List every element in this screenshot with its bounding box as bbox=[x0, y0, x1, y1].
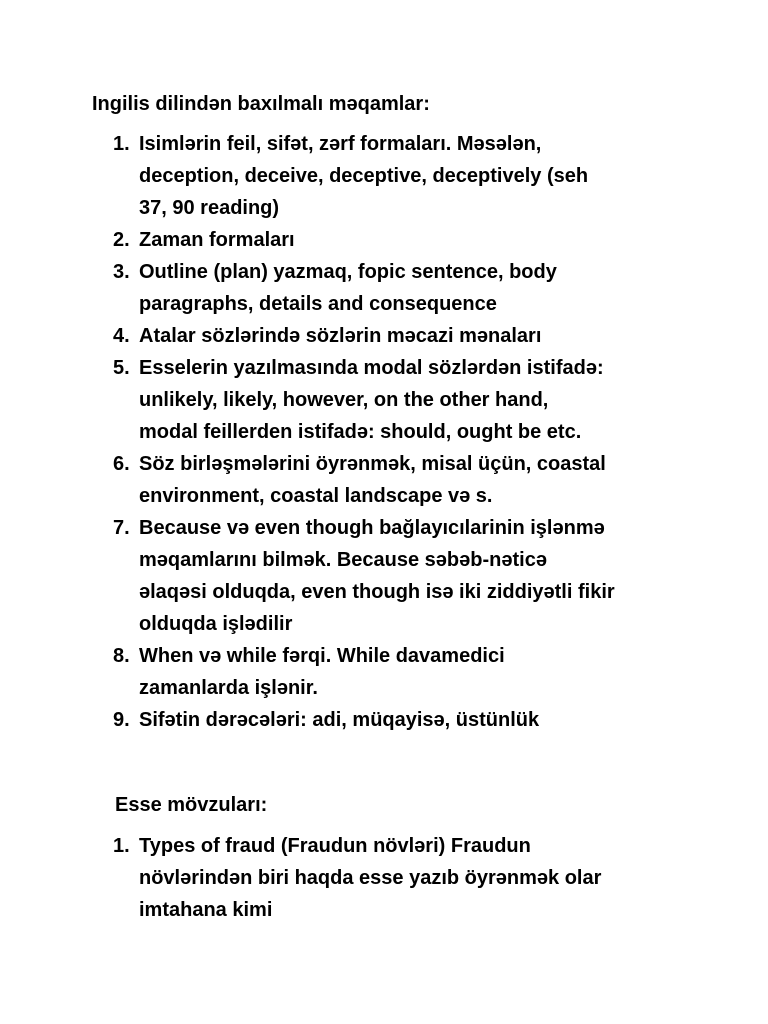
list-item bbox=[113, 512, 753, 640]
list-item bbox=[113, 224, 753, 256]
list-item bbox=[113, 704, 753, 736]
list-item-text: Atalar sözlərində sözlərin məcazi mənaları bbox=[139, 325, 542, 347]
list-item-text: Zaman formaları bbox=[139, 229, 295, 251]
section-heading-essay-topics: Esse mövzuları: bbox=[115, 794, 268, 816]
list-item-number: 2. bbox=[113, 229, 130, 251]
list-item bbox=[113, 352, 753, 448]
list-item bbox=[113, 640, 753, 704]
list-item-text: Esselerin yazılmasında modal sözlərdən istifadə: unlikely, likely, however, on the other hand, modal feillerden istifadə: should, ought be etc. bbox=[139, 357, 604, 443]
list-item-number: 7. bbox=[113, 517, 130, 539]
topics-list bbox=[113, 128, 753, 736]
list-item-text: Types of fraud (Fraudun növləri) Fraudun növlərindən biri haqda esse yazıb öyrənmək olar imtahana kimi bbox=[139, 835, 602, 921]
list-item bbox=[113, 128, 753, 224]
list-item-text: Outline (plan) yazmaq, fopic sentence, body paragraphs, details and consequence bbox=[139, 261, 557, 315]
list-item-number: 1. bbox=[113, 133, 130, 155]
list-item-number: 5. bbox=[113, 357, 130, 379]
list-item bbox=[113, 448, 753, 512]
list-item-text: Söz birləşmələrini öyrənmək, misal üçün, coastal environment, coastal landscape və s. bbox=[139, 453, 606, 507]
list-item bbox=[113, 320, 753, 352]
list-item-text: Because və even though bağlayıcılarinin işlənmə məqamlarını bilmək. Because səbəb-nəticə əlaqəsi olduqda, even though isə iki ziddiyətli fikir olduqda işlədilir bbox=[139, 517, 615, 635]
list-item-number: 4. bbox=[113, 325, 130, 347]
list-item-text: Isimlərin feil, sifət, zərf formaları. Məsələn, deception, deceive, deceptive, deceptively (seh 37, 90 reading) bbox=[139, 133, 589, 219]
list-item-number: 1. bbox=[113, 835, 130, 857]
list-item-number: 9. bbox=[113, 709, 130, 731]
list-item-number: 8. bbox=[113, 645, 130, 667]
list-item-number: 3. bbox=[113, 261, 130, 283]
essay-topics-list bbox=[113, 830, 753, 926]
list-item-text: When və while fərqi. While davamedici zamanlarda işlənir. bbox=[139, 645, 505, 699]
list-item-text: Sifətin dərəcələri: adi, müqayisə, üstünlük bbox=[139, 709, 540, 731]
section-heading-topics: Ingilis dilindən baxılmalı məqamlar: bbox=[92, 93, 430, 115]
list-item-number: 6. bbox=[113, 453, 130, 475]
list-item bbox=[113, 830, 753, 926]
list-item bbox=[113, 256, 753, 320]
